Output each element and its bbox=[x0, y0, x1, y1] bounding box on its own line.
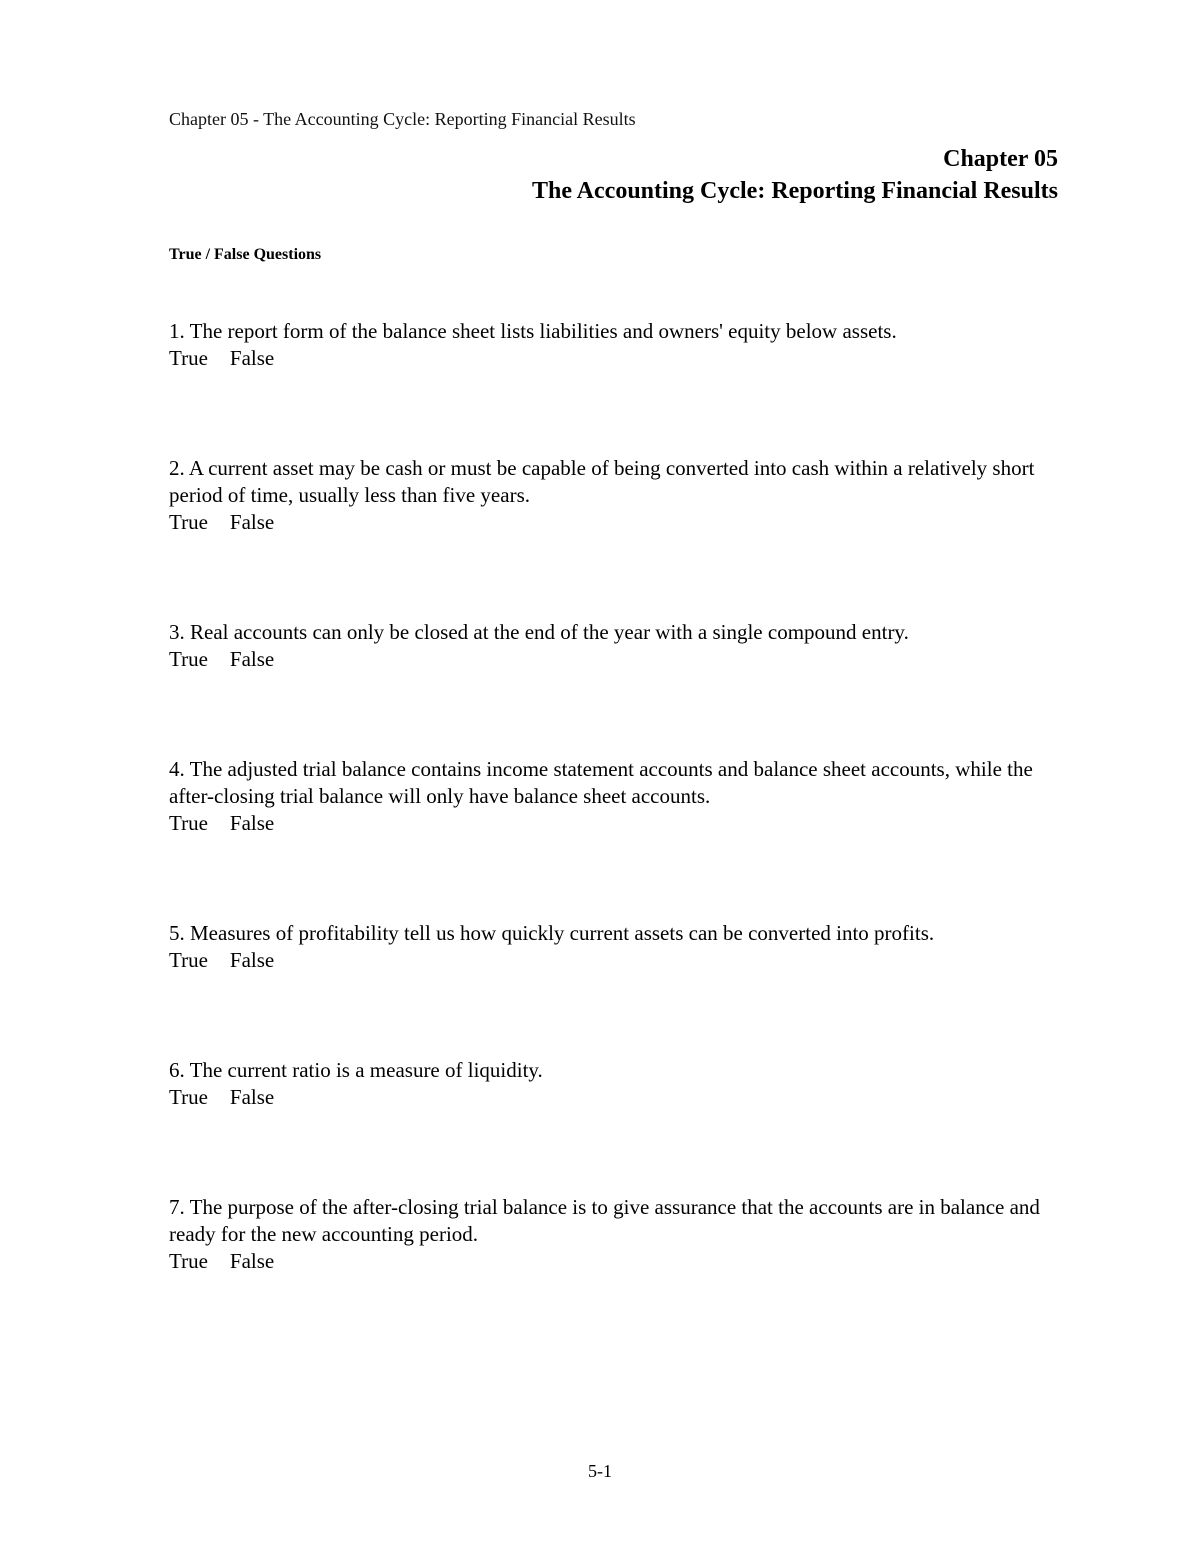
question-text: 2. A current asset may be cash or must be capable of being converted into cash within a relatively short period of time, usually less than five years. bbox=[169, 456, 1035, 507]
chapter-number: Chapter 05 bbox=[943, 146, 1058, 172]
question-item bbox=[169, 920, 1069, 974]
false-option[interactable]: False bbox=[229, 1085, 275, 1109]
answer-options bbox=[169, 947, 1069, 974]
false-option[interactable]: False bbox=[229, 647, 275, 671]
question-text: 5. Measures of profitability tell us how quickly current assets can be converted into profits. bbox=[169, 921, 935, 945]
section-heading: True / False Questions bbox=[169, 246, 322, 263]
question-text: 7. The purpose of the after-closing trial balance is to give assurance that the accounts are in balance and ready for the new accounting period. bbox=[169, 1195, 1040, 1246]
answer-options bbox=[169, 509, 1069, 536]
question-item bbox=[169, 1194, 1069, 1275]
title-block bbox=[532, 144, 1058, 208]
false-option[interactable]: False bbox=[229, 346, 275, 370]
false-option[interactable]: False bbox=[229, 1249, 275, 1273]
answer-options bbox=[169, 1084, 1069, 1111]
question-text: 4. The adjusted trial balance contains income statement accounts and balance sheet accounts, while the after-closing trial balance will only have balance sheet accounts. bbox=[169, 757, 1033, 808]
true-option[interactable]: True bbox=[169, 346, 208, 370]
page-number: 5-1 bbox=[588, 1461, 612, 1481]
false-option[interactable]: False bbox=[229, 948, 275, 972]
false-option[interactable]: False bbox=[229, 510, 275, 534]
question-text: 3. Real accounts can only be closed at the end of the year with a single compound entry. bbox=[169, 620, 909, 644]
question-item bbox=[169, 756, 1069, 837]
true-option[interactable]: True bbox=[169, 510, 208, 534]
answer-options bbox=[169, 345, 1069, 372]
question-item bbox=[169, 318, 1069, 372]
true-option[interactable]: True bbox=[169, 1085, 208, 1109]
answer-options bbox=[169, 646, 1069, 673]
chapter-title: The Accounting Cycle: Reporting Financial Results bbox=[532, 178, 1058, 204]
true-option[interactable]: True bbox=[169, 1249, 208, 1273]
false-option[interactable]: False bbox=[229, 811, 275, 835]
running-header: Chapter 05 - The Accounting Cycle: Reporting Financial Results bbox=[169, 109, 636, 129]
true-option[interactable]: True bbox=[169, 647, 208, 671]
true-option[interactable]: True bbox=[169, 948, 208, 972]
question-item bbox=[169, 1057, 1069, 1111]
answer-options bbox=[169, 1248, 1069, 1275]
question-text: 6. The current ratio is a measure of liquidity. bbox=[169, 1058, 543, 1082]
question-item bbox=[169, 455, 1069, 536]
question-text: 1. The report form of the balance sheet lists liabilities and owners' equity below assets. bbox=[169, 319, 897, 343]
true-option[interactable]: True bbox=[169, 811, 208, 835]
question-item bbox=[169, 619, 1069, 673]
answer-options bbox=[169, 810, 1069, 837]
